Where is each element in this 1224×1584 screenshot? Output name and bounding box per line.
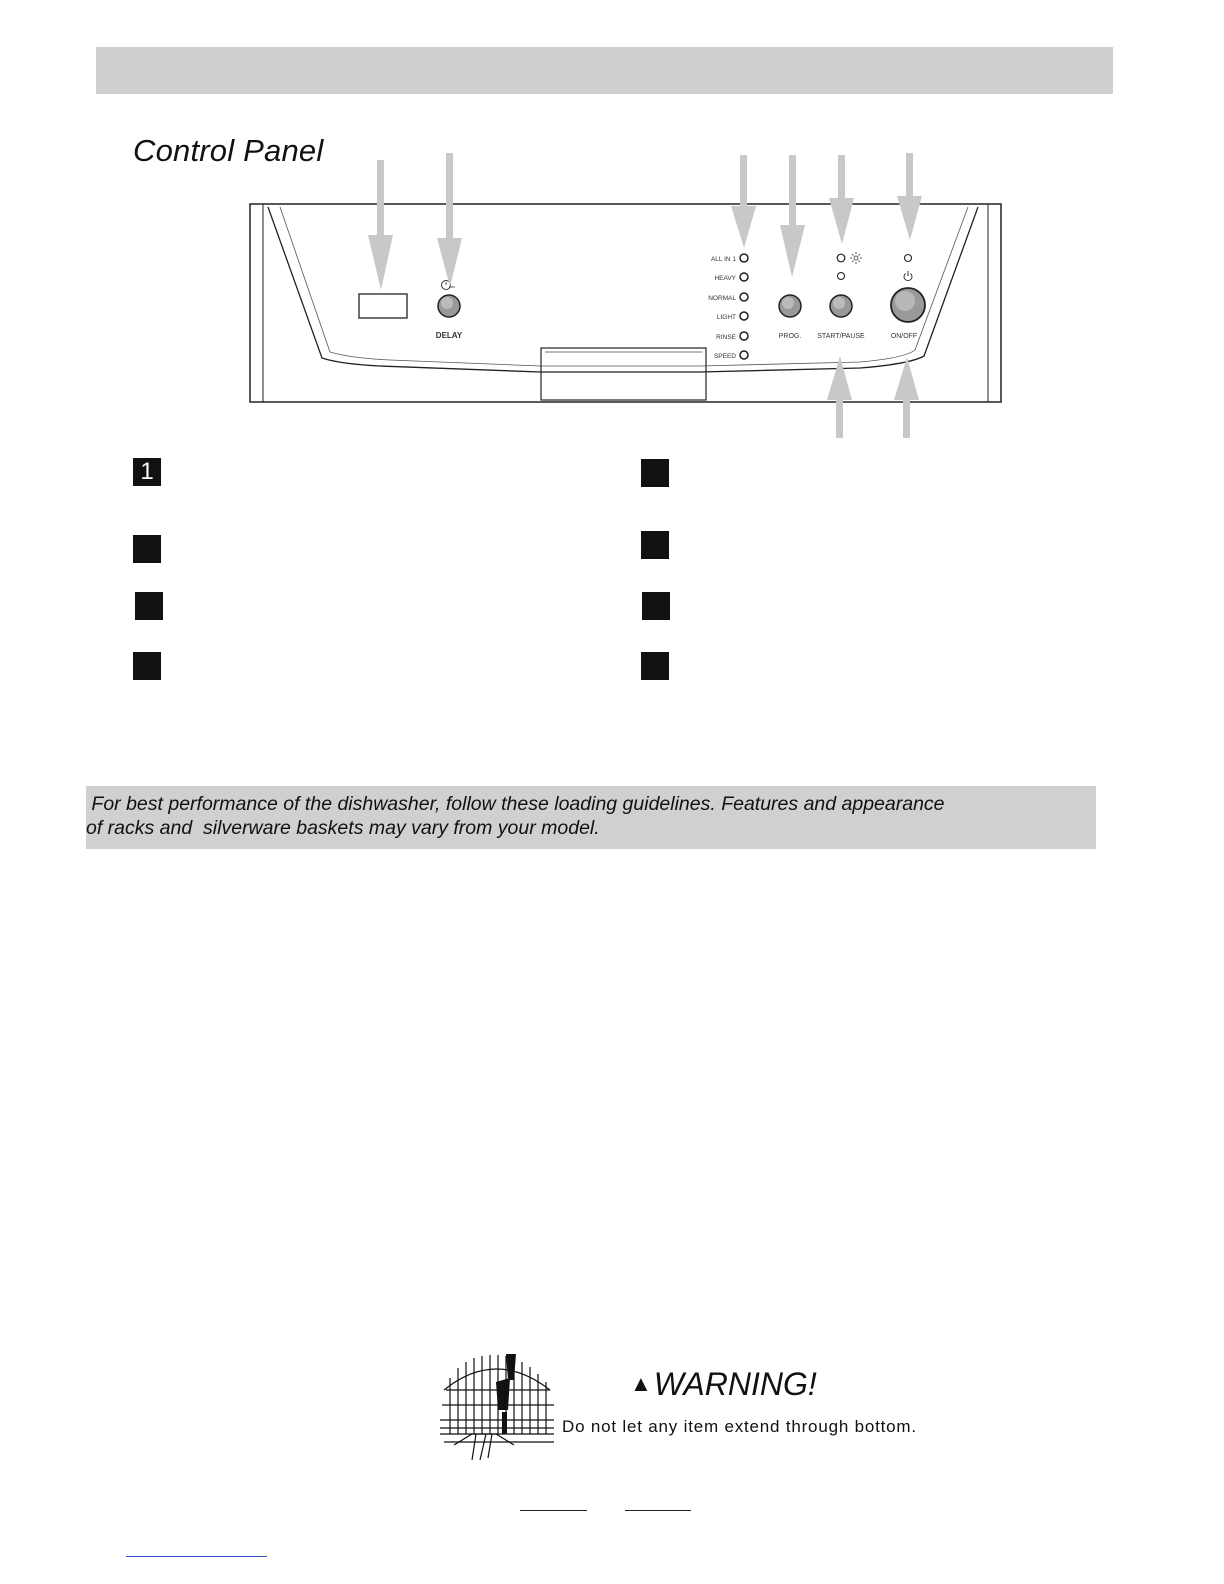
legend-number-8 — [641, 652, 669, 680]
note-text — [86, 792, 1086, 840]
loading-guidelines-note — [86, 786, 1096, 849]
on-off-button[interactable] — [891, 288, 925, 322]
legend-number-1: 1 — [133, 458, 161, 486]
warning-text: Do not let any item extend through bottom. — [562, 1417, 917, 1436]
warning-triangle-icon: ▲ — [630, 1371, 652, 1396]
on-off-label: ON/OFF — [890, 333, 918, 340]
prog-button[interactable] — [779, 295, 801, 317]
program-label-all-in-1: ALL IN 1 — [710, 256, 736, 263]
warning-heading — [630, 1366, 817, 1403]
legend-number-3 — [135, 592, 163, 620]
note-line-2: of racks and silverware baskets may vary from your model. — [86, 817, 600, 839]
legend-number-6 — [641, 531, 669, 559]
program-label-rinse: RINSE — [716, 334, 736, 341]
start-pause-label: START/PAUSE — [817, 333, 865, 340]
start-pause-button[interactable] — [830, 295, 852, 317]
display-window — [359, 294, 407, 318]
legend-number-7 — [642, 592, 670, 620]
legend-number-4 — [133, 652, 161, 680]
footer-rule-left — [520, 1510, 587, 1511]
program-label-normal: NORMAL — [708, 295, 736, 302]
section-title: Control Panel — [133, 133, 324, 168]
control-panel-diagram — [0, 0, 1224, 460]
start-pause-indicator — [838, 273, 845, 280]
note-line-1: For best performance of the dishwasher, follow these loading guidelines. Features and appearance — [86, 793, 945, 815]
rinse-aid-indicator — [837, 254, 845, 262]
program-label-light: LIGHT — [716, 314, 736, 321]
power-indicator — [905, 255, 912, 262]
prog-label: PROG. — [778, 333, 802, 340]
footer-link-underline[interactable] — [126, 1556, 267, 1557]
footer-rule-right — [625, 1510, 691, 1511]
legend-number-5 — [641, 459, 669, 487]
legend-number-2 — [133, 535, 161, 563]
program-label-heavy: HEAVY — [714, 275, 736, 282]
warning-title: WARNING! — [653, 1366, 817, 1402]
delay-label: DELAY — [435, 331, 463, 340]
program-label-speed: SPEED — [713, 353, 736, 360]
delay-button[interactable] — [438, 295, 460, 317]
